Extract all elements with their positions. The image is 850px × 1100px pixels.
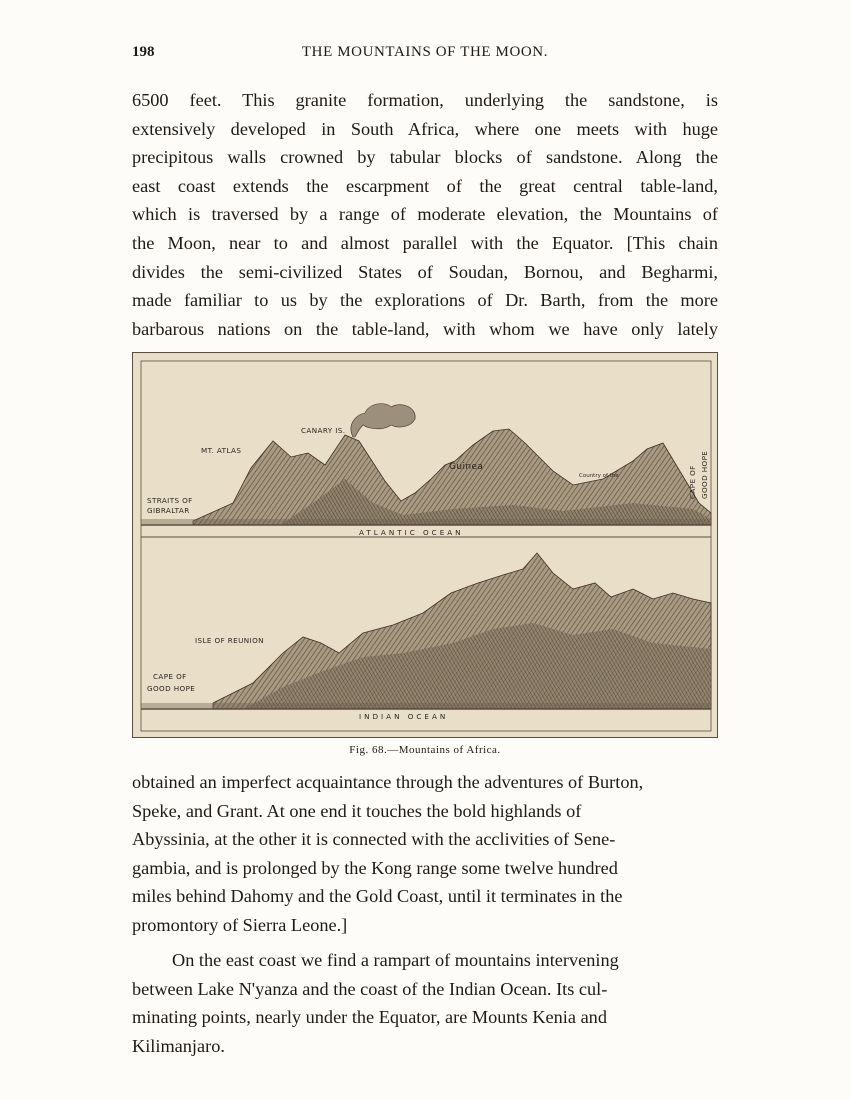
text-line: On the east coast we find a rampart of mountains intervening [172, 950, 619, 970]
label-mt-atlas: MT. ATLAS [201, 446, 242, 455]
volcano-smoke-plume [351, 404, 415, 437]
label-cape-2: GOOD HOPE [147, 684, 196, 693]
running-title: THE MOUNTAINS OF THE MOON. [301, 44, 549, 60]
text-line: precipitous walls crowned by tabular blocks of sandstone. Along the [132, 147, 718, 168]
label-indian-ocean: INDIAN OCEAN [359, 712, 449, 721]
label-cape-1: CAPE OF [153, 672, 187, 681]
text-line: minating points, nearly under the Equator, are Mounts Kenia and [132, 1007, 607, 1028]
label-guinea: Guinea [449, 462, 484, 472]
mountains-of-africa-figure [132, 352, 718, 738]
top-panel-profile [141, 404, 711, 537]
text-line: gambia, and is prolonged by the Kong range some twelve hundred [132, 857, 618, 878]
text-line: the Moon, near to and almost parallel with the Equator. [This chain [132, 232, 718, 253]
mountain-profile-illustration [133, 353, 719, 739]
bottom-panel-profile [141, 553, 711, 721]
label-cape-vertical-1: CAPE OF [688, 465, 697, 499]
label-straits-2: GIBRALTAR [147, 506, 190, 515]
text-line: extensively developed in South Africa, where one meets with huge [132, 118, 718, 139]
paragraph-2 [132, 768, 718, 940]
text-line: 6500 feet. This granite formation, underlying the sandstone, is [132, 90, 718, 110]
text-line: promontory of Sierra Leone.] [132, 914, 348, 935]
text-line: between Lake N'yanza and the coast of the Indian Ocean. Its cul- [132, 978, 608, 999]
text-line: east coast extends the escarpment of the great central table-land, [132, 175, 718, 196]
text-line: Abyssinia, at the other it is connected with the acclivities of Sene- [132, 829, 616, 850]
label-isle-of-reunion: ISLE OF REUNION [195, 636, 264, 645]
figure-caption: Fig. 68.—Mountains of Africa. [349, 744, 501, 756]
running-header [132, 44, 718, 70]
text-line: obtained an imperfect acquaintance through the adventures of Burton, [132, 772, 644, 792]
label-straits-1: STRAITS OF [147, 496, 193, 505]
text-line: Kilimanjaro. [132, 1035, 225, 1056]
text-line: barbarous nations on the table-land, with whom we have only lately [132, 318, 718, 339]
page-number: 198 [132, 44, 155, 60]
text-line: which is traversed by a range of moderate elevation, the Mountains of [132, 204, 718, 225]
text-line: miles behind Dahomy and the Gold Coast, until it terminates in the [132, 886, 623, 907]
label-atlantic-ocean: ATLANTIC OCEAN [359, 528, 464, 537]
text-line: made familiar to us by the explorations of Dr. Barth, from the more [132, 290, 718, 311]
label-canary: CANARY IS. [301, 426, 346, 435]
text-line: divides the semi-civilized States of Soudan, Bornou, and Begharmi, [132, 261, 718, 282]
label-country: Country of the [579, 473, 619, 479]
label-cape-vertical-2: GOOD HOPE [700, 450, 709, 499]
paragraph-1 [132, 86, 718, 343]
text-line: Speke, and Grant. At one end it touches the bold highlands of [132, 800, 582, 821]
paragraph-3 [132, 946, 718, 1060]
